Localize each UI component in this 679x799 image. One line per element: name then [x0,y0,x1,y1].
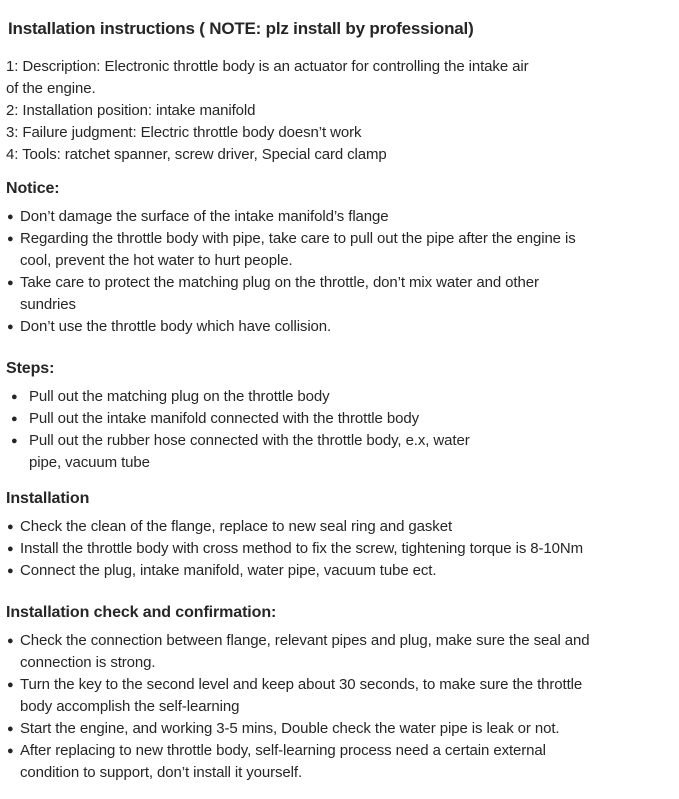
bullet-line: sundries [20,296,76,313]
bullet-icon: ● [7,277,14,289]
bullet-line: condition to support, don’t install it yourself. [20,764,303,781]
list-item [6,272,671,316]
section-notice [6,178,671,338]
bullet-list [6,206,671,338]
bullet-icon: ● [7,635,14,647]
bullet-icon: ● [7,565,14,577]
section-heading: Steps: [6,360,55,377]
bullet-icon: ● [7,321,14,333]
list-item [6,718,671,740]
intro-line: of the engine. [6,80,96,97]
bullet-line: body accomplish the self-learning [20,698,240,715]
bullet-line: Pull out the matching plug on the throttle body [29,388,330,405]
section-installation-check [6,602,671,784]
bullet-list [6,516,671,582]
bullet-line: Pull out the rubber hose connected with the throttle body, e.x, water [29,432,470,449]
bullet-line: After replacing to new throttle body, self-learning process need a certain external [20,742,546,759]
list-item [6,430,671,474]
bullet-line: Start the engine, and working 3-5 mins, Double check the water pipe is leak or not. [20,720,560,737]
bullet-line: Connect the plug, intake manifold, water pipe, vacuum tube ect. [20,562,437,579]
section-installation [6,488,671,582]
intro-paragraph [6,56,671,166]
intro-line: 1: Description: Electronic throttle body is an actuator for controlling the intake air [6,58,529,75]
list-item [6,316,671,338]
bullet-icon: ● [7,211,14,223]
bullet-line: connection is strong. [20,654,156,671]
bullet-icon: ● [7,679,14,691]
section-steps [6,358,671,474]
bullet-line: Take care to protect the matching plug on the throttle, don’t mix water and other [20,274,539,291]
list-item [6,386,671,408]
bullet-list [6,386,671,474]
bullet-icon: ● [7,745,14,757]
bullet-list [6,630,671,784]
section-heading: Installation check and confirmation: [6,604,277,621]
bullet-icon: ● [11,391,18,403]
intro-line: 3: Failure judgment: Electric throttle body doesn’t work [6,124,362,141]
list-item [6,408,671,430]
page-title: Installation instructions ( NOTE: plz install by professional) [8,19,474,38]
bullet-icon: ● [11,435,18,447]
bullet-line: Check the clean of the flange, replace to new seal ring and gasket [20,518,453,535]
bullet-line: Turn the key to the second level and keep about 30 seconds, to make sure the throttle [20,676,583,693]
bullet-line: Regarding the throttle body with pipe, take care to pull out the pipe after the engine is [20,230,576,247]
intro-line: 4: Tools: ratchet spanner, screw driver, Special card clamp [6,146,387,163]
list-item [6,516,671,538]
bullet-line: Install the throttle body with cross method to fix the screw, tightening torque is 8-10Nm [20,540,584,557]
bullet-icon: ● [7,233,14,245]
bullet-line: cool, prevent the hot water to hurt people. [20,252,293,269]
section-heading: Installation [6,490,90,507]
bullet-icon: ● [7,723,14,735]
bullet-icon: ● [7,543,14,555]
list-item [6,228,671,272]
bullet-line: pipe, vacuum tube [29,454,150,471]
bullet-icon: ● [7,521,14,533]
list-item [6,206,671,228]
bullet-line: Don’t use the throttle body which have collision. [20,318,332,335]
list-item [6,674,671,718]
list-item [6,740,671,784]
intro-line: 2: Installation position: intake manifold [6,102,256,119]
bullet-line: Pull out the intake manifold connected with the throttle body [29,410,419,427]
bullet-icon: ● [11,413,18,425]
list-item [6,630,671,674]
list-item [6,538,671,560]
list-item [6,560,671,582]
section-heading: Notice: [6,180,60,197]
bullet-line: Check the connection between flange, relevant pipes and plug, make sure the seal and [20,632,590,649]
bullet-line: Don’t damage the surface of the intake manifold’s flange [20,208,389,225]
